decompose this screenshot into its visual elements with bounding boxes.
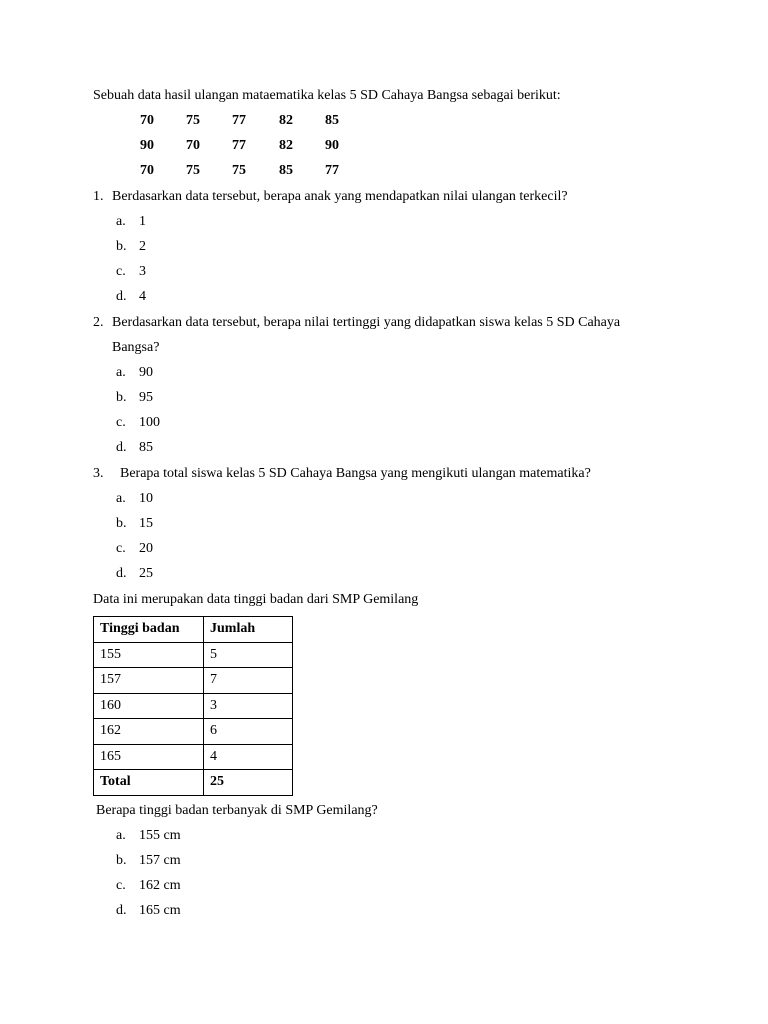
- option-letter: a.: [116, 214, 126, 229]
- option-letter: d.: [116, 440, 127, 455]
- option-letter: c.: [116, 878, 126, 893]
- option-letter: b.: [116, 853, 127, 868]
- option-text: 162 cm: [139, 878, 181, 893]
- table-total-cell: 25: [204, 770, 293, 796]
- table-header-row: [94, 617, 293, 643]
- option-letter: d.: [116, 289, 127, 304]
- table-cell: 157: [94, 668, 204, 694]
- score-cell: 82: [279, 113, 293, 128]
- score-cell: 70: [186, 138, 200, 153]
- score-cell: 90: [140, 138, 154, 153]
- question-text-continued: Bangsa?: [112, 340, 160, 355]
- option-text: 155 cm: [139, 828, 181, 843]
- option-text: 1: [139, 214, 146, 229]
- table-row: [94, 668, 293, 694]
- option-text: 20: [139, 541, 153, 556]
- option-text: 3: [139, 264, 146, 279]
- question-text: Berapa total siswa kelas 5 SD Cahaya Bangsa yang mengikuti ulangan matematika?: [120, 466, 591, 481]
- option-letter: b.: [116, 390, 127, 405]
- option-text: 4: [139, 289, 146, 304]
- option-text: 157 cm: [139, 853, 181, 868]
- option-letter: a.: [116, 828, 126, 843]
- option-text: 85: [139, 440, 153, 455]
- option-letter: c.: [116, 541, 126, 556]
- height-table: [93, 616, 293, 796]
- question-text: Berapa tinggi badan terbanyak di SMP Gemilang?: [96, 803, 378, 818]
- table-total-row: [94, 770, 293, 796]
- option-letter: c.: [116, 264, 126, 279]
- score-cell: 85: [279, 163, 293, 178]
- score-cell: 82: [279, 138, 293, 153]
- option-letter: b.: [116, 239, 127, 254]
- intro-text: Sebuah data hasil ulangan mataematika kelas 5 SD Cahaya Bangsa sebagai berikut:: [93, 88, 561, 103]
- table-total-cell: Total: [94, 770, 204, 796]
- score-cell: 75: [186, 163, 200, 178]
- table-row: [94, 693, 293, 719]
- score-cell: 77: [232, 138, 246, 153]
- option-text: 2: [139, 239, 146, 254]
- option-text: 90: [139, 365, 153, 380]
- table-header-cell: Jumlah: [204, 617, 293, 643]
- table-row: [94, 642, 293, 668]
- score-cell: 85: [325, 113, 339, 128]
- option-text: 165 cm: [139, 903, 181, 918]
- table-cell: 4: [204, 744, 293, 770]
- score-cell: 90: [325, 138, 339, 153]
- score-cell: 77: [232, 113, 246, 128]
- option-text: 15: [139, 516, 153, 531]
- option-text: 95: [139, 390, 153, 405]
- table-intro-text: Data ini merupakan data tinggi badan dari SMP Gemilang: [93, 592, 419, 607]
- question-number: 3.: [93, 466, 104, 481]
- option-letter: a.: [116, 491, 126, 506]
- table-cell: 155: [94, 642, 204, 668]
- table-row: [94, 744, 293, 770]
- question-text: Berdasarkan data tersebut, berapa anak yang mendapatkan nilai ulangan terkecil?: [112, 189, 568, 204]
- table-row: [94, 719, 293, 745]
- option-text: 25: [139, 566, 153, 581]
- table-header-cell: Tinggi badan: [94, 617, 204, 643]
- option-letter: a.: [116, 365, 126, 380]
- question-number: 2.: [93, 315, 104, 330]
- question-number: 1.: [93, 189, 104, 204]
- table-cell: 7: [204, 668, 293, 694]
- option-letter: d.: [116, 903, 127, 918]
- table-cell: 160: [94, 693, 204, 719]
- table-cell: 3: [204, 693, 293, 719]
- option-letter: b.: [116, 516, 127, 531]
- score-cell: 70: [140, 113, 154, 128]
- option-letter: d.: [116, 566, 127, 581]
- question-text: Berdasarkan data tersebut, berapa nilai tertinggi yang didapatkan siswa kelas 5 SD Cahaya: [112, 315, 621, 330]
- table-cell: 5: [204, 642, 293, 668]
- table-cell: 165: [94, 744, 204, 770]
- score-cell: 77: [325, 163, 339, 178]
- score-cell: 75: [232, 163, 246, 178]
- option-letter: c.: [116, 415, 126, 430]
- score-cell: 75: [186, 113, 200, 128]
- score-cell: 70: [140, 163, 154, 178]
- table-cell: 162: [94, 719, 204, 745]
- table-cell: 6: [204, 719, 293, 745]
- option-text: 10: [139, 491, 153, 506]
- option-text: 100: [139, 415, 160, 430]
